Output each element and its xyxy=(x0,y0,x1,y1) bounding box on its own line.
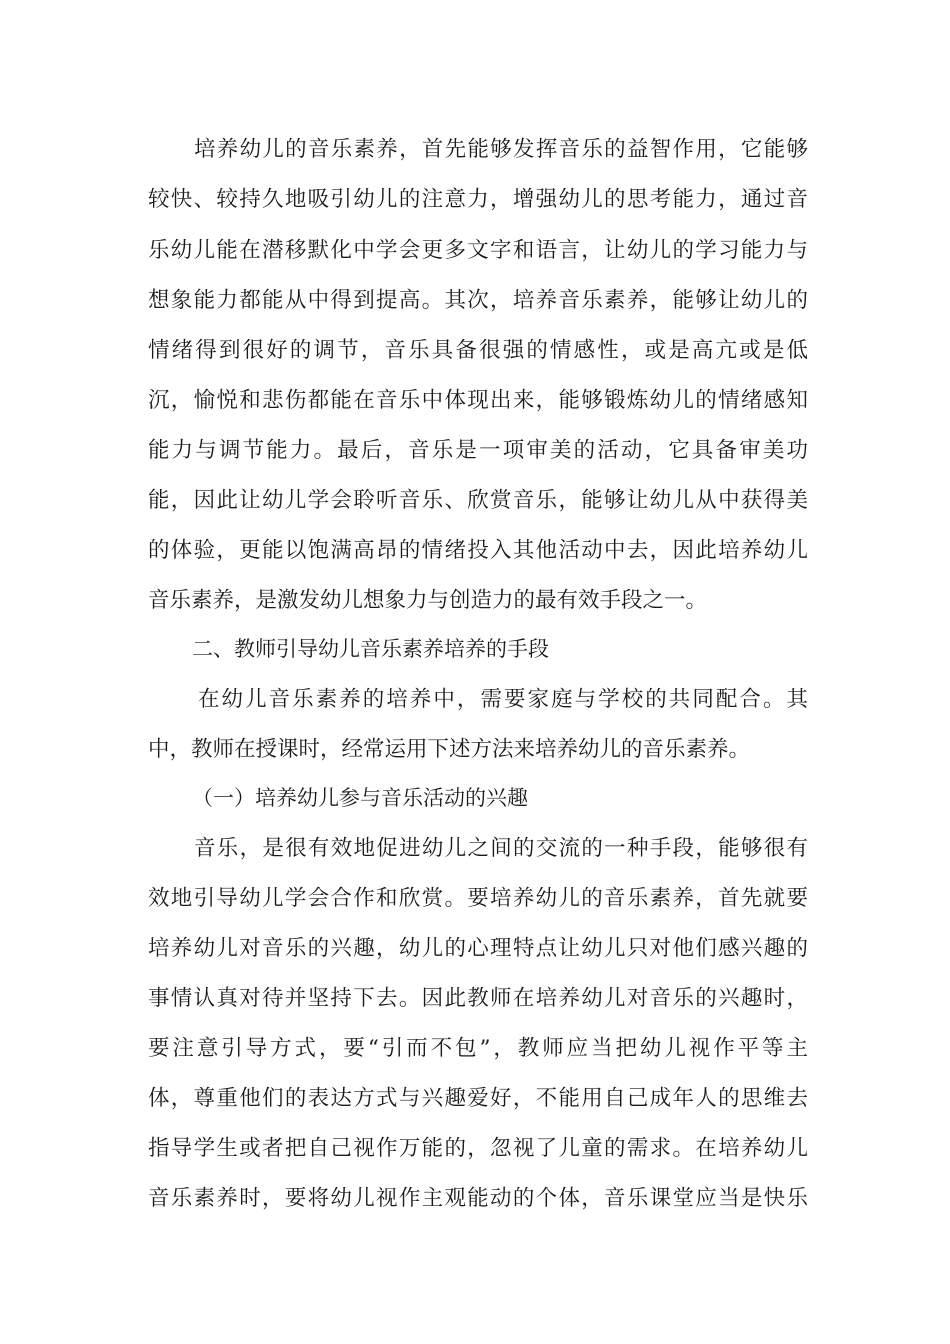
paragraph-line: 能，因此让幼儿学会聆听音乐、欣赏音乐，能够让幼儿从中获得美 xyxy=(148,488,808,513)
paragraph-line: 想象能力都能从中得到提高。其次，培养音乐素养，能够让幼儿的 xyxy=(148,288,808,313)
paragraph-line: 较快、较持久地吸引幼儿的注意力，增强幼儿的思考能力，通过音 xyxy=(148,187,808,212)
paragraph-line: 培养幼儿对音乐的兴趣，幼儿的心理特点让幼儿只对他们感兴趣的 xyxy=(148,936,808,961)
paragraph-line: 音乐素养，是激发幼儿想象力与创造力的最有效手段之一。 xyxy=(148,588,708,613)
paragraph-line: 音乐素养时，要将幼儿视作主观能动的个体，音乐课堂应当是快乐 xyxy=(148,1186,808,1211)
paragraph-line: 培养幼儿的音乐素养，首先能够发挥音乐的益智作用，它能够 xyxy=(194,137,808,162)
paragraph-line: 指导学生或者把自己视作万能的，忽视了儿童的需求。在培养幼儿 xyxy=(148,1136,808,1161)
paragraph-line: 效地引导幼儿学会合作和欣赏。要培养幼儿的音乐素养，首先就要 xyxy=(148,886,808,911)
paragraph-line: 沉，愉悦和悲伤都能在音乐中体现出来，能够锻炼幼儿的情绪感知 xyxy=(148,388,808,413)
paragraph-line: 中，教师在授课时，经常运用下述方法来培养幼儿的音乐素养。 xyxy=(148,737,751,762)
paragraph-line: 在幼儿音乐素养的培养中，需要家庭与学校的共同配合。其 xyxy=(198,687,808,712)
paragraph-line: 情绪得到很好的调节，音乐具备很强的情感性，或是高亢或是低 xyxy=(148,338,808,363)
section-heading: 二、教师引导幼儿音乐素养培养的手段 xyxy=(192,637,549,661)
paragraph-line: 能力与调节能力。最后，音乐是一项审美的活动，它具备审美功 xyxy=(148,438,808,463)
paragraph-line: 的体验，更能以饱满高昂的情绪投入其他活动中去，因此培养幼儿 xyxy=(148,538,808,563)
paragraph-line: 要注意引导方式，要“引而不包”，教师应当把幼儿视作平等主 xyxy=(148,1036,808,1061)
paragraph-line: 乐幼儿能在潜移默化中学会更多文字和语言，让幼儿的学习能力与 xyxy=(148,238,808,263)
paragraph-line: 事情认真对待并坚持下去。因此教师在培养幼儿对音乐的兴趣时， xyxy=(148,986,808,1011)
paragraph-line: 体，尊重他们的表达方式与兴趣爱好，不能用自己成年人的思维去 xyxy=(148,1086,808,1111)
subsection-heading: （一）培养幼儿参与音乐活动的兴趣 xyxy=(192,786,528,810)
paragraph-line: 音乐，是很有效地促进幼儿之间的交流的一种手段，能够很有 xyxy=(194,836,808,861)
